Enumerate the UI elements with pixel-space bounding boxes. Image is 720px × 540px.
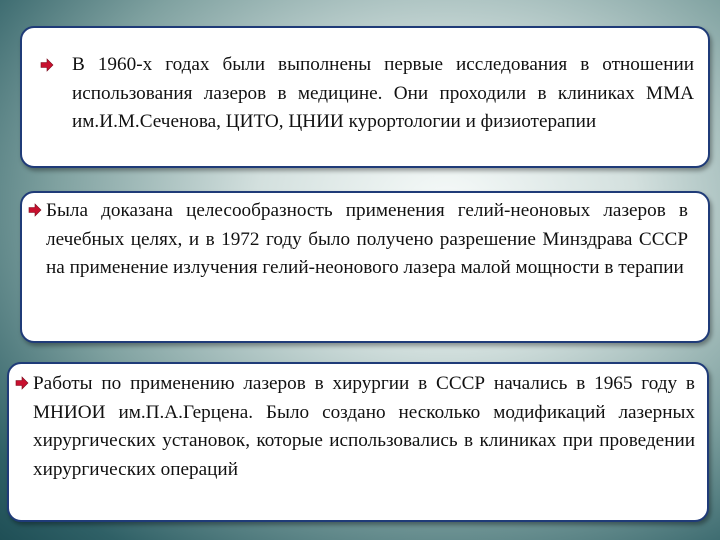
text-block-1960s-research [20, 26, 710, 168]
block-3-text: Работы по применению лазеров в хирургии в СССР начались в 1965 году в МНИОИ им.П.А.Герцена. Было создано несколько модификаций лазерных хирургических установок, которые использовались в клиниках при проведении хирургических операций [33, 373, 695, 480]
text-block-helium-neon [20, 191, 710, 343]
text-block-laser-surgery [7, 362, 709, 522]
arrow-right-icon [15, 376, 29, 390]
arrow-right-icon [40, 58, 54, 72]
block-1-text: В 1960-х годах были выполнены первые исследования в отношении использования лазеров в медицине. Они проходили в клиниках ММА им.И.М.Сеченова, ЦИТО, ЦНИИ курортологии и физиотерапии [72, 54, 694, 133]
arrow-right-icon [28, 203, 42, 217]
block-2-text: Была доказана целесообразность применения гелий-неоновых лазеров в лечебных целях, и в 1972 году было получено разрешение Минздрава СССР на применение излучения гелий-неонового лазера малой мощности в терапии [46, 200, 688, 279]
